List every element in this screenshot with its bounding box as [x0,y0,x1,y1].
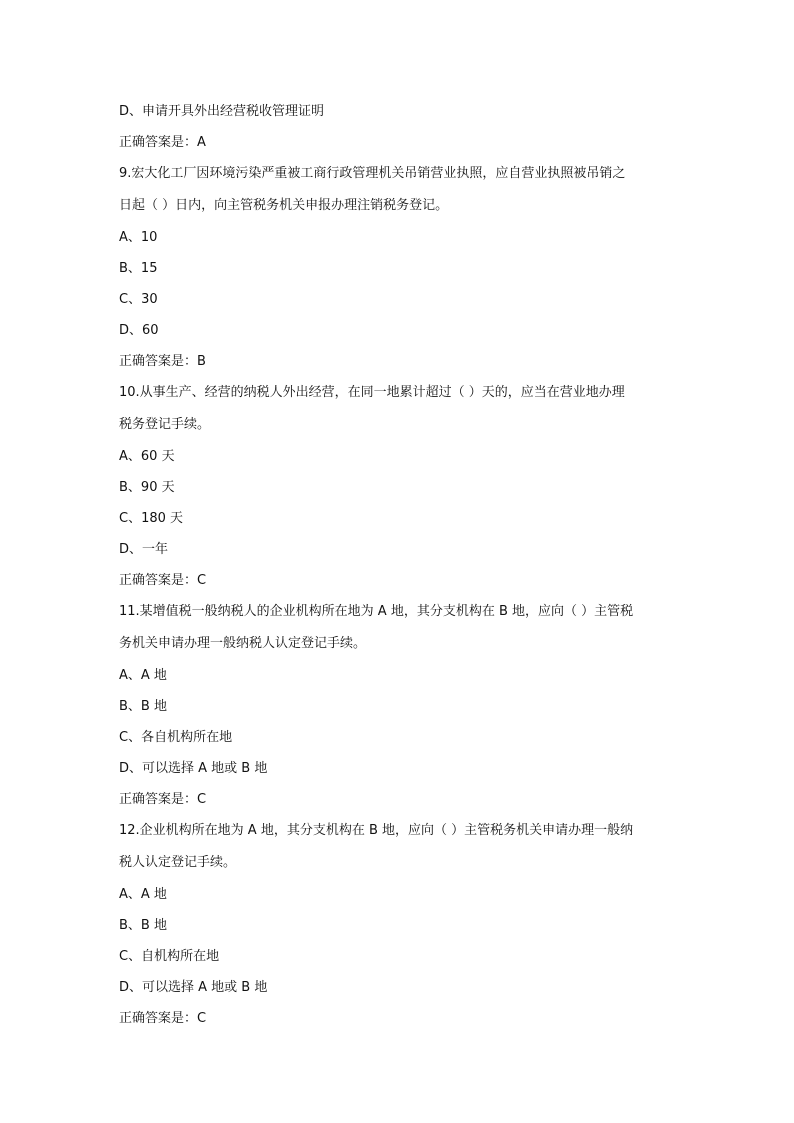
question-text: 11.某增值税一般纳税人的企业机构所在地为 A 地，其分支机构在 B 地，应向（ ）主管税 [119,604,634,619]
option-text: B、90 天 [119,480,175,495]
answer-text: 正确答案是：C [119,792,207,807]
option-text: A、60 天 [119,449,175,464]
answer-text: 正确答案是：A [119,135,206,150]
answer-text: 正确答案是：C [119,573,207,588]
answer-text: 正确答案是：B [119,354,206,369]
option-text: B、15 [119,261,158,276]
question-text: 12.企业机构所在地为 A 地，其分支机构在 B 地，应向（ ）主管税务机关申请办理一般纳 [119,823,634,838]
option-text: C、自机构所在地 [119,949,220,964]
option-text: D、可以选择 A 地或 B 地 [119,980,268,995]
option-text: D、60 [119,323,159,338]
option-text: C、各自机构所在地 [119,730,233,745]
option-text: B、B 地 [119,918,167,933]
option-text: B、B 地 [119,699,167,714]
question-text: 税人认定登记手续。 [119,855,237,870]
question-text: 务机关申请办理一般纳税人认定登记手续。 [119,636,367,651]
question-text: 税务登记手续。 [119,417,211,432]
option-text: D、可以选择 A 地或 B 地 [119,761,268,776]
question-text: 9.宏大化工厂因环境污染严重被工商行政管理机关吊销营业执照，应自营业执照被吊销之 [119,166,626,181]
question-text: 10.从事生产、经营的纳税人外出经营，在同一地累计超过（ ）天的，应当在营业地办理 [119,385,625,400]
option-text: A、10 [119,230,158,245]
option-text: A、A 地 [119,887,167,902]
option-text: C、30 [119,292,158,307]
question-text: 日起（ ）日内，向主管税务机关申报办理注销税务登记。 [119,198,449,213]
option-text: C、180 天 [119,511,184,526]
question-list [119,96,679,1034]
option-text: D、申请开具外出经营税收管理证明 [119,104,325,119]
option-text: D、一年 [119,542,169,557]
answer-text: 正确答案是：C [119,1011,207,1026]
option-text: A、A 地 [119,668,167,683]
